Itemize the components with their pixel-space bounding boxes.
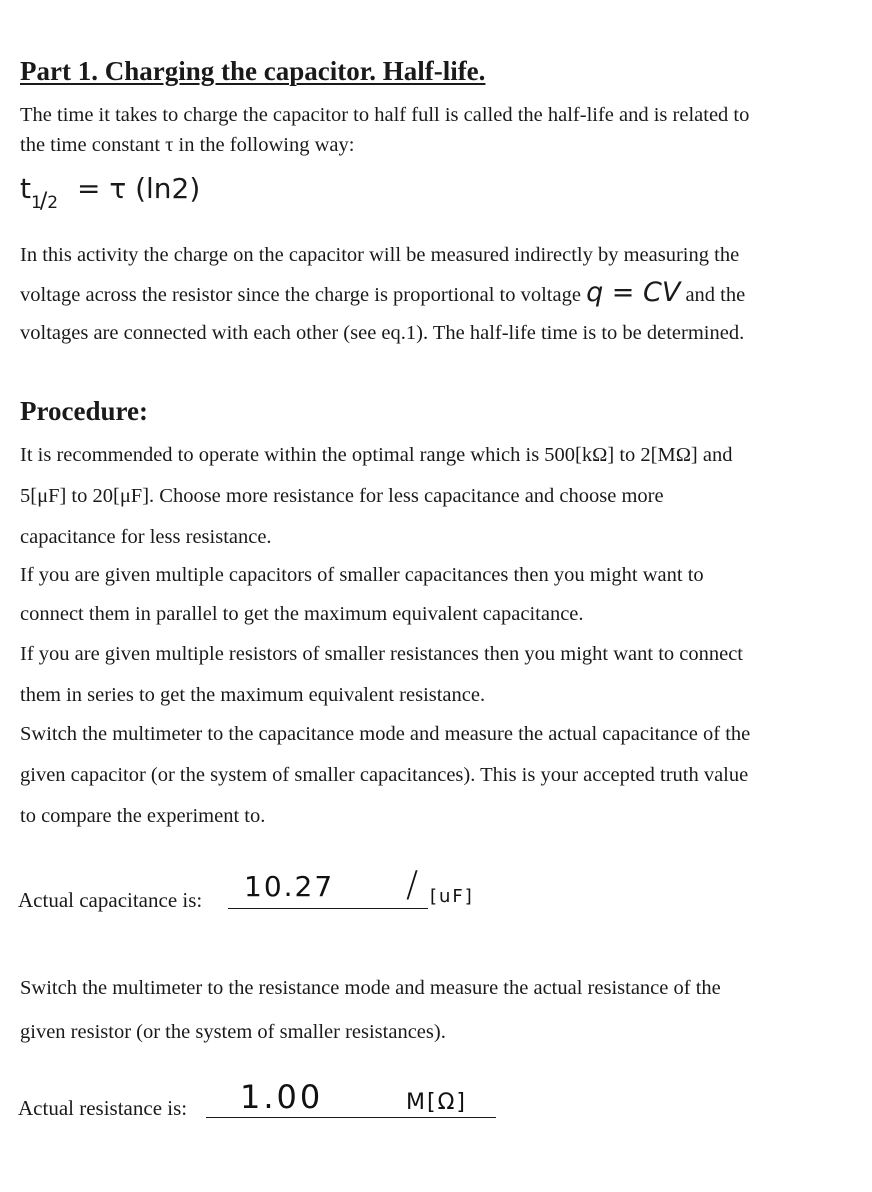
procedure-line: Switch the multimeter to the capacitance mode and measure the actual capacitance of the [20, 723, 751, 745]
capacitance-unit: [uF] [430, 886, 474, 907]
formula-rhs: = τ (ln2) [76, 172, 201, 205]
formula-lhs-base: t [20, 172, 31, 205]
activity-line-3: voltages are connected with each other (see eq.1). The half-life time is to be determined. [20, 322, 745, 344]
capacitance-unit-mark: / [406, 864, 419, 905]
capacitance-handwritten-value: 10.27 [244, 870, 335, 903]
capacitance-label: Actual capacitance is: [18, 888, 203, 912]
activity-line-2-text: voltage across the resistor since the charge is proportional to voltage [20, 284, 581, 306]
intro-line-2: the time constant τ in the following way: [20, 134, 355, 156]
procedure-line: It is recommended to operate within the optimal range which is 500[kΩ] to 2[MΩ] and [20, 444, 733, 466]
procedure-line: to compare the experiment to. [20, 805, 266, 827]
resistance-unit: M[Ω] [406, 1090, 467, 1115]
resistance-handwritten-value: 1.00 [240, 1078, 324, 1116]
formula-lhs-subscript: 1/2 [30, 189, 59, 214]
activity-line-2-end: and the [685, 284, 746, 306]
procedure-line: 5[μF] to 20[μF]. Choose more resistance for less capacitance and choose more [20, 485, 664, 507]
procedure-line: capacitance for less resistance. [20, 526, 272, 548]
formula-sub-denominator: 2 [47, 193, 59, 213]
resistance-blank-line [206, 1117, 496, 1118]
intro-paragraph [20, 100, 850, 160]
procedure-line: connect them in parallel to get the maximum equivalent capacitance. [20, 603, 584, 625]
charge-equation: q = CV [586, 277, 681, 308]
procedure-line: given capacitor (or the system of smaller capacitances). This is your accepted truth value [20, 764, 749, 786]
procedure-line: If you are given multiple capacitors of smaller capacitances then you might want to [20, 564, 704, 586]
half-life-formula [20, 172, 201, 214]
procedure-title: Procedure: [20, 396, 148, 426]
activity-line-1: In this activity the charge on the capacitor will be measured indirectly by measuring the [20, 244, 740, 266]
procedure-line: them in series to get the maximum equivalent resistance. [20, 684, 486, 706]
resistance-label: Actual resistance is: [18, 1096, 188, 1120]
capacitance-blank-line [228, 908, 428, 909]
resistance-intro-line-1: Switch the multimeter to the resistance mode and measure the actual resistance of the [20, 977, 721, 999]
resistance-intro-line-2: given resistor (or the system of smaller resistances). [20, 1021, 446, 1043]
section-heading: Part 1. Charging the capacitor. Half-life. [20, 56, 486, 86]
activity-paragraph [20, 236, 850, 352]
resistance-intro-paragraph [20, 966, 850, 1054]
formula-sub-numerator: 1 [30, 193, 42, 213]
activity-line-2 [20, 274, 850, 314]
procedure-line: If you are given multiple resistors of smaller resistances then you might want to connect [20, 643, 744, 665]
intro-line-1: The time it takes to charge the capacitor to half full is called the half-life and is related to [20, 104, 750, 126]
